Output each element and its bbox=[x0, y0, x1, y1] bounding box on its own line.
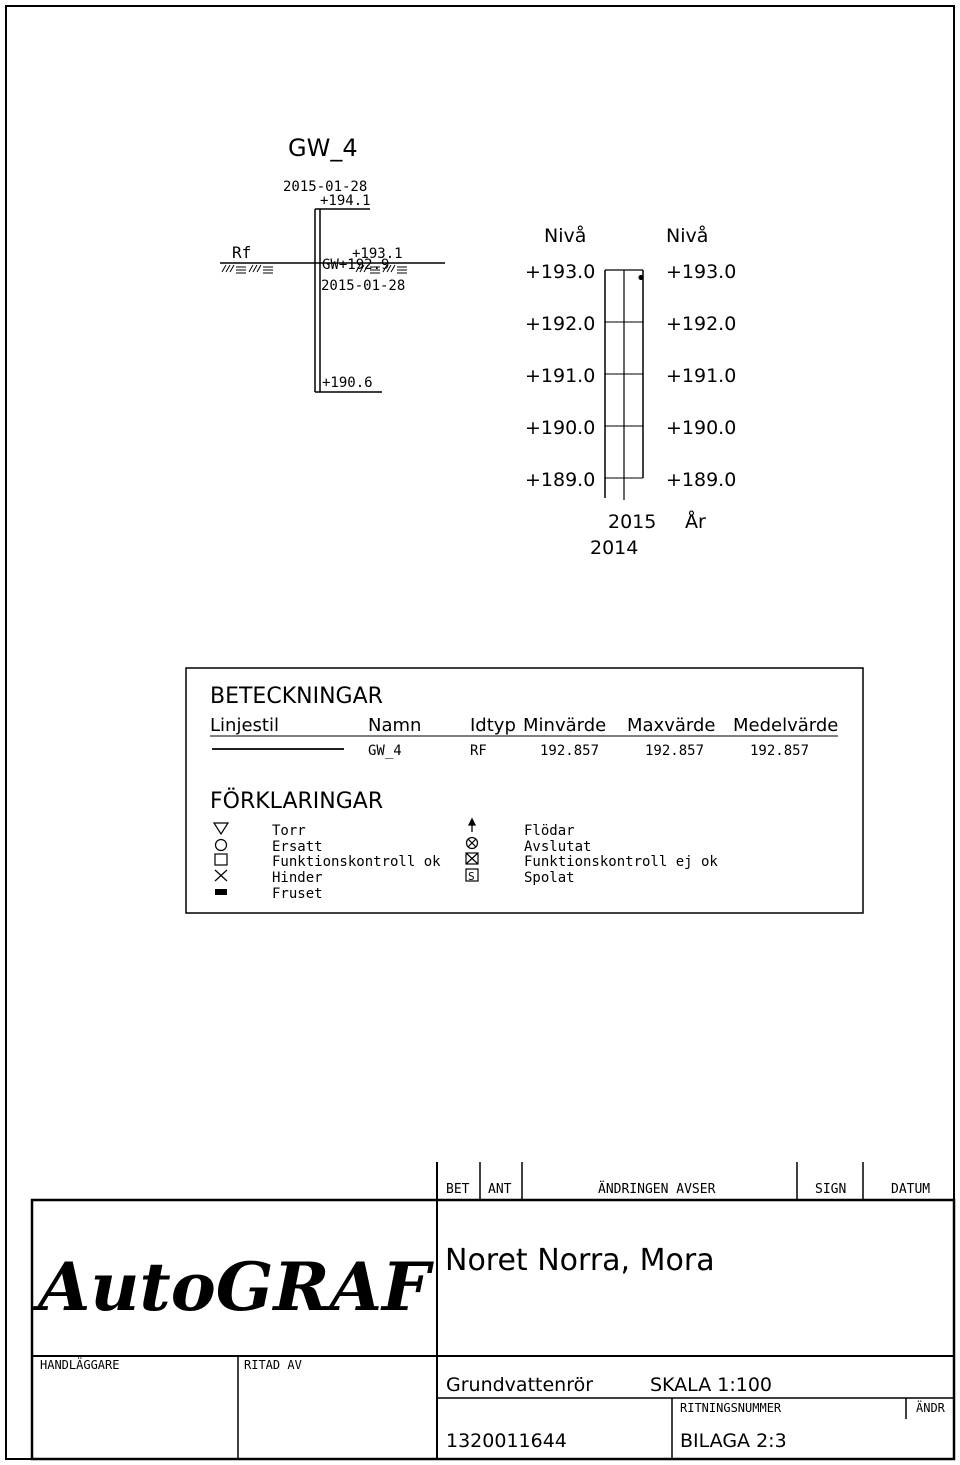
ground-hatch-left bbox=[222, 265, 273, 273]
triangle-down-icon bbox=[214, 823, 228, 834]
explanation-funktionskontroll-ej-ok: Funktionskontroll ej ok bbox=[524, 854, 718, 870]
rev-bet-header: BET bbox=[446, 1182, 470, 1197]
rev-ant-header: ANT bbox=[488, 1182, 512, 1197]
left-axis-label: Nivå bbox=[544, 225, 587, 247]
rev-datum-header: DATUM bbox=[891, 1182, 931, 1197]
arrow-up-icon bbox=[469, 819, 475, 832]
ref-level: +193.1 bbox=[352, 246, 403, 262]
level-chart bbox=[525, 224, 736, 559]
explanations-title: FÖRKLARINGAR bbox=[210, 789, 384, 814]
chart-tick-labels bbox=[525, 261, 736, 491]
well-top-date: 2015-01-28 bbox=[283, 179, 368, 195]
rev-sign-header: SIGN bbox=[815, 1182, 847, 1197]
y-tick-label-left: +189.0 bbox=[525, 469, 596, 491]
project-title: Noret Norra, Mora bbox=[445, 1243, 715, 1278]
y-tick-label-right: +189.0 bbox=[666, 469, 737, 491]
gw-date: 2015-01-28 bbox=[321, 278, 406, 294]
y-tick-label-right: +193.0 bbox=[666, 261, 737, 283]
ref-label: Rf bbox=[232, 243, 252, 262]
svg-text:S: S bbox=[468, 870, 475, 883]
circle-cross-icon bbox=[467, 838, 478, 849]
row-max: 192.857 bbox=[645, 743, 705, 759]
row-idtyp: RF bbox=[470, 743, 487, 759]
header-namn: Namn bbox=[368, 715, 422, 736]
data-point bbox=[638, 275, 643, 280]
explanation-hinder: Hinder bbox=[272, 870, 323, 886]
header-idtyp: Idtyp bbox=[470, 715, 516, 736]
well-top-level: +194.1 bbox=[320, 193, 371, 209]
explanation-ersatt: Ersatt bbox=[272, 839, 323, 855]
explanation-avslutat: Avslutat bbox=[524, 839, 592, 855]
year-upper-label: 2015 bbox=[608, 511, 657, 533]
well-name: GW_4 bbox=[288, 134, 358, 162]
handlaggare-label: HANDLÄGGARE bbox=[40, 1358, 120, 1372]
title-block-text bbox=[32, 1181, 946, 1452]
y-tick-label-right: +192.0 bbox=[666, 313, 737, 335]
drawing-type: Grundvattenrör bbox=[446, 1374, 594, 1396]
y-tick-label-left: +190.0 bbox=[525, 417, 596, 439]
bilaga-label: BILAGA 2:3 bbox=[680, 1430, 787, 1452]
header-minvarde: Minvärde bbox=[523, 715, 607, 736]
circle-icon bbox=[216, 840, 227, 851]
y-tick-label-left: +193.0 bbox=[525, 261, 596, 283]
explanation-fruset: Fruset bbox=[272, 886, 323, 902]
explanation-torr: Torr bbox=[272, 823, 306, 839]
legend-title: BETECKNINGAR bbox=[210, 684, 383, 709]
y-tick-label-left: +191.0 bbox=[525, 365, 596, 387]
legend-box bbox=[186, 668, 863, 913]
well-profile bbox=[220, 134, 445, 392]
gw-label: GW+192.9 bbox=[322, 257, 390, 273]
andr-label: ÄNDR bbox=[916, 1401, 945, 1415]
right-axis-label: Nivå bbox=[666, 225, 709, 247]
square-cross-icon bbox=[466, 853, 478, 864]
header-medelvarde: Medelvärde bbox=[733, 715, 839, 736]
ritad-av-label: RITAD AV bbox=[244, 1358, 302, 1372]
bottom-level: +190.6 bbox=[322, 375, 373, 391]
s-box-icon bbox=[466, 869, 478, 883]
x-axis-label: År bbox=[685, 511, 706, 533]
cross-icon bbox=[215, 870, 227, 881]
y-tick-label-right: +190.0 bbox=[666, 417, 737, 439]
ritningsnummer-label: RITNINGSNUMMER bbox=[680, 1401, 782, 1415]
chart-grid bbox=[605, 270, 643, 500]
explanation-flodar: Flödar bbox=[524, 823, 575, 839]
header-linjestil: Linjestil bbox=[210, 715, 279, 736]
row-min: 192.857 bbox=[540, 743, 600, 759]
header-maxvarde: Maxvärde bbox=[627, 715, 716, 736]
square-icon bbox=[215, 854, 227, 865]
project-number: 1320011644 bbox=[446, 1430, 567, 1452]
filled-block-icon bbox=[215, 889, 227, 895]
year-lower-label: 2014 bbox=[590, 537, 639, 559]
row-mean: 192.857 bbox=[750, 743, 810, 759]
explanation-funktionskontroll-ok: Funktionskontroll ok bbox=[272, 854, 441, 870]
rev-andringen-header: ÄNDRINGEN AVSER bbox=[598, 1182, 716, 1197]
explanation-spolat: Spolat bbox=[524, 870, 575, 886]
autograf-logo: AutoGRAF bbox=[31, 1248, 435, 1326]
y-tick-label-right: +191.0 bbox=[666, 365, 737, 387]
y-tick-label-left: +192.0 bbox=[525, 313, 596, 335]
scale-label: SKALA 1:100 bbox=[650, 1374, 772, 1396]
row-name: GW_4 bbox=[368, 743, 402, 759]
chart-points bbox=[638, 275, 643, 280]
